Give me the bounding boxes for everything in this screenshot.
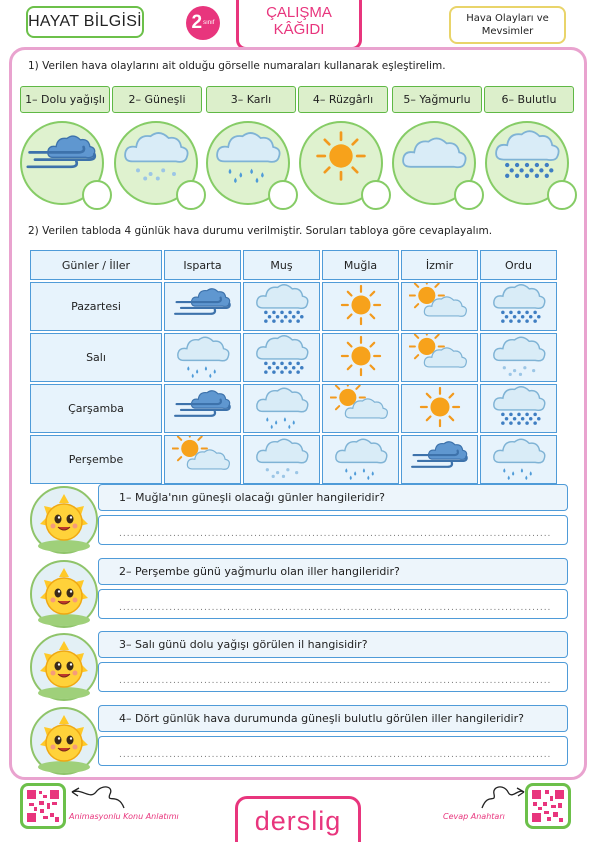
answer-number-box[interactable] (454, 180, 484, 210)
answer-number-box[interactable] (547, 180, 577, 210)
hail-cloud-icon (251, 334, 313, 378)
weather-cell (164, 435, 241, 484)
subject-label: HAYAT BİLGİSİ (26, 6, 144, 38)
answer-number-box[interactable] (268, 180, 298, 210)
snow-cloud-icon (488, 334, 550, 378)
table-header-row (30, 250, 557, 280)
wind-cloud-icon (172, 283, 234, 327)
sun-cloud-icon (330, 385, 392, 429)
sun-character-icon (28, 631, 100, 703)
weather-cell (322, 435, 399, 484)
weather-cell (401, 384, 478, 433)
hail-cloud-icon (488, 385, 550, 429)
table-row (30, 282, 557, 331)
table-row (30, 384, 557, 433)
city-header: İzmir (401, 250, 478, 280)
section1-instruction: 1) Verilen hava olaylarını ait olduğu görselle numaraları kullanarak eşleştirelim. (28, 60, 446, 72)
worksheet-title-line2: KÂĞIDI (273, 21, 325, 38)
qr-icon (531, 789, 565, 823)
question-text: 1– Muğla'nın güneşli olacağı günler hangileridir? (98, 484, 568, 511)
qr-code-right[interactable] (525, 783, 571, 829)
qr-icon (26, 789, 60, 823)
answer-field[interactable]: ................................................................................................................ (98, 662, 568, 692)
weather-label: 5– Yağmurlu (392, 86, 482, 113)
hail-cloud-icon (491, 129, 563, 183)
section2-instruction: 2) Verilen tabloda 4 günlük hava durumu verilmiştir. Soruları tabloya göre cevaplayalım. (28, 225, 493, 237)
weather-cell (480, 384, 557, 433)
day-cell: Pazartesi (30, 282, 162, 331)
sun-character-icon (28, 558, 100, 630)
weather-table (28, 248, 559, 486)
city-header: Muğla (322, 250, 399, 280)
weather-cell (322, 384, 399, 433)
weather-cell (480, 435, 557, 484)
arrow-right-icon (478, 782, 530, 812)
city-header: Isparta (164, 250, 241, 280)
weather-label: 1– Dolu yağışlı (20, 86, 110, 113)
weather-cell (164, 282, 241, 331)
day-cell: Perşembe (30, 435, 162, 484)
qr-code-left[interactable] (20, 783, 66, 829)
hail-cloud-icon (488, 283, 550, 327)
footer-left-caption[interactable]: Animasyonlu Konu Anlatımı (69, 812, 179, 821)
table-row (30, 333, 557, 382)
snow-cloud-icon (120, 129, 192, 183)
weather-cell (401, 333, 478, 382)
question-text: 4– Dört günlük hava durumunda güneşli bulutlu görülen iller hangileridir? (98, 705, 568, 732)
weather-cell (480, 282, 557, 331)
weather-cell (164, 384, 241, 433)
worksheet-title-line1: ÇALIŞMA (266, 4, 332, 21)
arrow-left-icon (66, 782, 128, 812)
hail-cloud-icon (251, 283, 313, 327)
weather-cell (401, 435, 478, 484)
table-row (30, 435, 557, 484)
sun-cloud-icon (409, 334, 471, 378)
weather-cell (243, 435, 320, 484)
day-cell: Salı (30, 333, 162, 382)
answer-field[interactable]: ................................................................................................................ (98, 515, 568, 545)
wind-cloud-icon (26, 129, 98, 183)
weather-cell (401, 282, 478, 331)
weather-label: 4– Rüzgârlı (298, 86, 388, 113)
sun-icon (330, 283, 392, 327)
footer-right-caption[interactable]: Cevap Anahtarı (443, 812, 505, 821)
weather-cell (164, 333, 241, 382)
rain-cloud-icon (251, 385, 313, 429)
grade-badge (186, 6, 220, 40)
weather-cell (322, 282, 399, 331)
answer-number-box[interactable] (176, 180, 206, 210)
weather-cell (243, 333, 320, 382)
answer-field[interactable]: ................................................................................................................ (98, 589, 568, 619)
wind-cloud-icon (409, 436, 471, 480)
weather-label: 2– Güneşli (112, 86, 202, 113)
city-header: Ordu (480, 250, 557, 280)
topic-label: Hava Olayları ve Mevsimler (449, 6, 566, 44)
weather-cell (243, 282, 320, 331)
cloud-icon (398, 129, 470, 183)
grade-suffix: sınıf (203, 20, 215, 26)
rain-cloud-icon (330, 436, 392, 480)
rain-cloud-icon (172, 334, 234, 378)
weather-cell (480, 333, 557, 382)
day-cell: Çarşamba (30, 384, 162, 433)
city-header: Muş (243, 250, 320, 280)
weather-label: 3– Karlı (206, 86, 296, 113)
rain-cloud-icon (488, 436, 550, 480)
question-text: 3– Salı günü dolu yağışı görülen il hangisidir? (98, 631, 568, 658)
corner-header: Günler / İller (30, 250, 162, 280)
weather-label: 6– Bulutlu (484, 86, 574, 113)
sun-cloud-icon (172, 436, 234, 480)
sun-icon (409, 385, 471, 429)
answer-number-box[interactable] (82, 180, 112, 210)
sun-character-icon (28, 705, 100, 777)
sun-cloud-icon (409, 283, 471, 327)
sun-icon (330, 334, 392, 378)
answer-number-box[interactable] (361, 180, 391, 210)
weather-cell (322, 333, 399, 382)
sun-icon (305, 129, 377, 183)
wind-cloud-icon (172, 385, 234, 429)
grade-number: 2 (191, 12, 203, 33)
sun-character-icon (28, 484, 100, 556)
worksheet-title (236, 4, 362, 38)
weather-cell (243, 384, 320, 433)
question-text: 2– Perşembe günü yağmurlu olan iller hangileridir? (98, 558, 568, 585)
rain-cloud-icon (212, 129, 284, 183)
answer-field[interactable]: ................................................................................................................ (98, 736, 568, 766)
snow-cloud-icon (251, 436, 313, 480)
brand-logo: derslig (235, 796, 361, 842)
